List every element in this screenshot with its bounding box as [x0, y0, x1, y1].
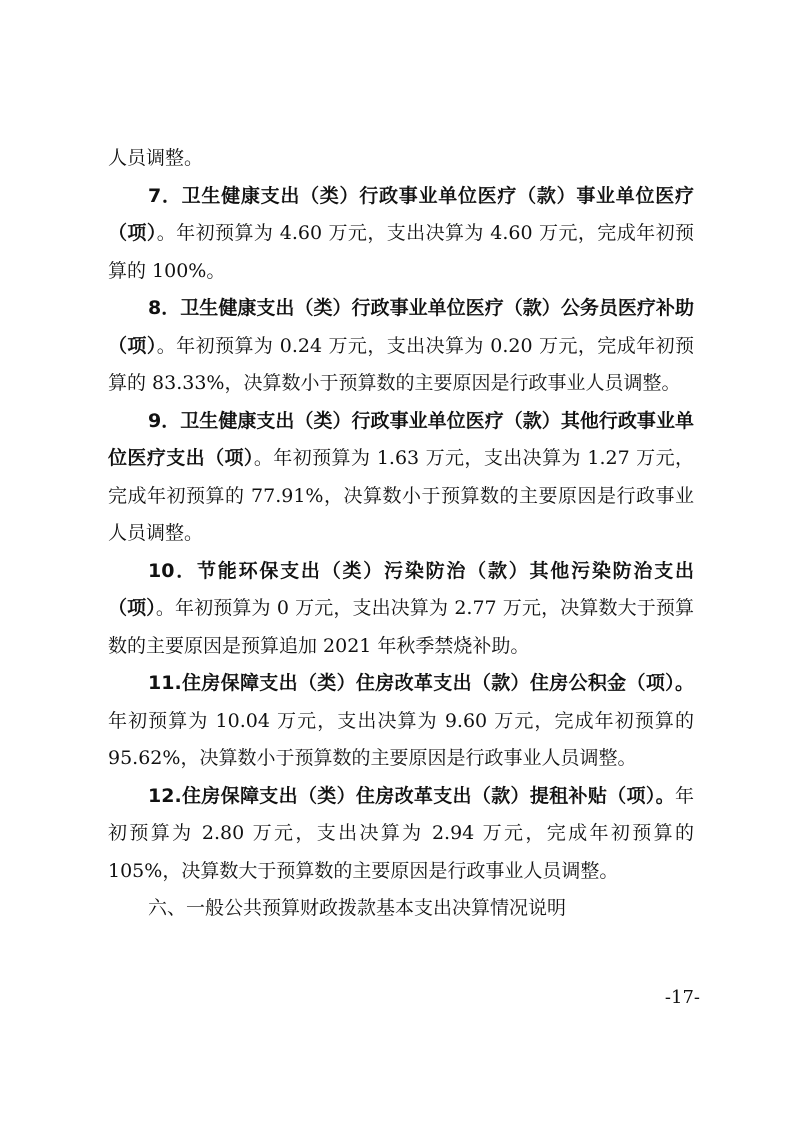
- paragraph-body: 人员调整。: [108, 147, 204, 169]
- paragraph-item-10: [108, 553, 694, 666]
- paragraph-body: 。年初预算为 0.24 万元，支出决算为 0.20 万元，完成年初预算的 83.33%，决算数小于预算数的主要原因是行政事业人员调整。: [108, 334, 694, 394]
- paragraph-lead: 8．卫生健康支出（类）行政事业单位医疗（款）公务员医疗补助（项）: [108, 297, 694, 357]
- paragraph-body: 。年初预算为 4.60 万元，支出决算为 4.60 万元，完成年初预算的 100%。: [108, 222, 694, 282]
- paragraph-body: 。年初预算为 0 万元，支出决算为 2.77 万元，决算数大于预算数的主要原因是预算追加 2021 年秋季禁烧补助。: [108, 597, 694, 657]
- paragraph-lead: 11.住房保障支出（类）住房改革支出（款）住房公积金（项）。: [148, 672, 694, 694]
- paragraph-continuation: [108, 140, 694, 178]
- paragraph-body: 。年初预算为 1.63 万元，支出决算为 1.27 万元，完成年初预算的 77.91%，决算数小于预算数的主要原因是行政事业人员调整。: [108, 447, 694, 544]
- paragraph-item-8: [108, 290, 694, 403]
- paragraph-item-7: [108, 178, 694, 291]
- document-page: [108, 140, 694, 928]
- section-heading: 六、一般公共预算财政拨款基本支出决算情况说明: [148, 897, 567, 919]
- paragraph-body: 年初预算为 10.04 万元，支出决算为 9.60 万元，完成年初预算的 95.62%，决算数小于预算数的主要原因是行政事业人员调整。: [108, 709, 694, 769]
- paragraph-lead: 9．卫生健康支出（类）行政事业单位医疗（款）其他行政事业单位医疗支出（项）: [108, 409, 694, 469]
- paragraph-item-11: [108, 665, 694, 778]
- paragraph-lead: 10．节能环保支出（类）污染防治（款）其他污染防治支出（项）: [108, 559, 694, 619]
- page-number: -17-: [664, 987, 700, 1008]
- paragraph-body: 年初预算为 2.80 万元，支出决算为 2.94 万元，完成年初预算的 105%，决算数大于预算数的主要原因是行政事业人员调整。: [108, 784, 694, 882]
- paragraph-lead: 7．卫生健康支出（类）行政事业单位医疗（款）事业单位医疗（项）: [108, 184, 694, 244]
- paragraph-item-9: [108, 403, 694, 553]
- paragraph-lead: 12.住房保障支出（类）住房改革支出（款）提租补贴（项）。: [148, 784, 675, 807]
- paragraph-item-12: [108, 778, 694, 891]
